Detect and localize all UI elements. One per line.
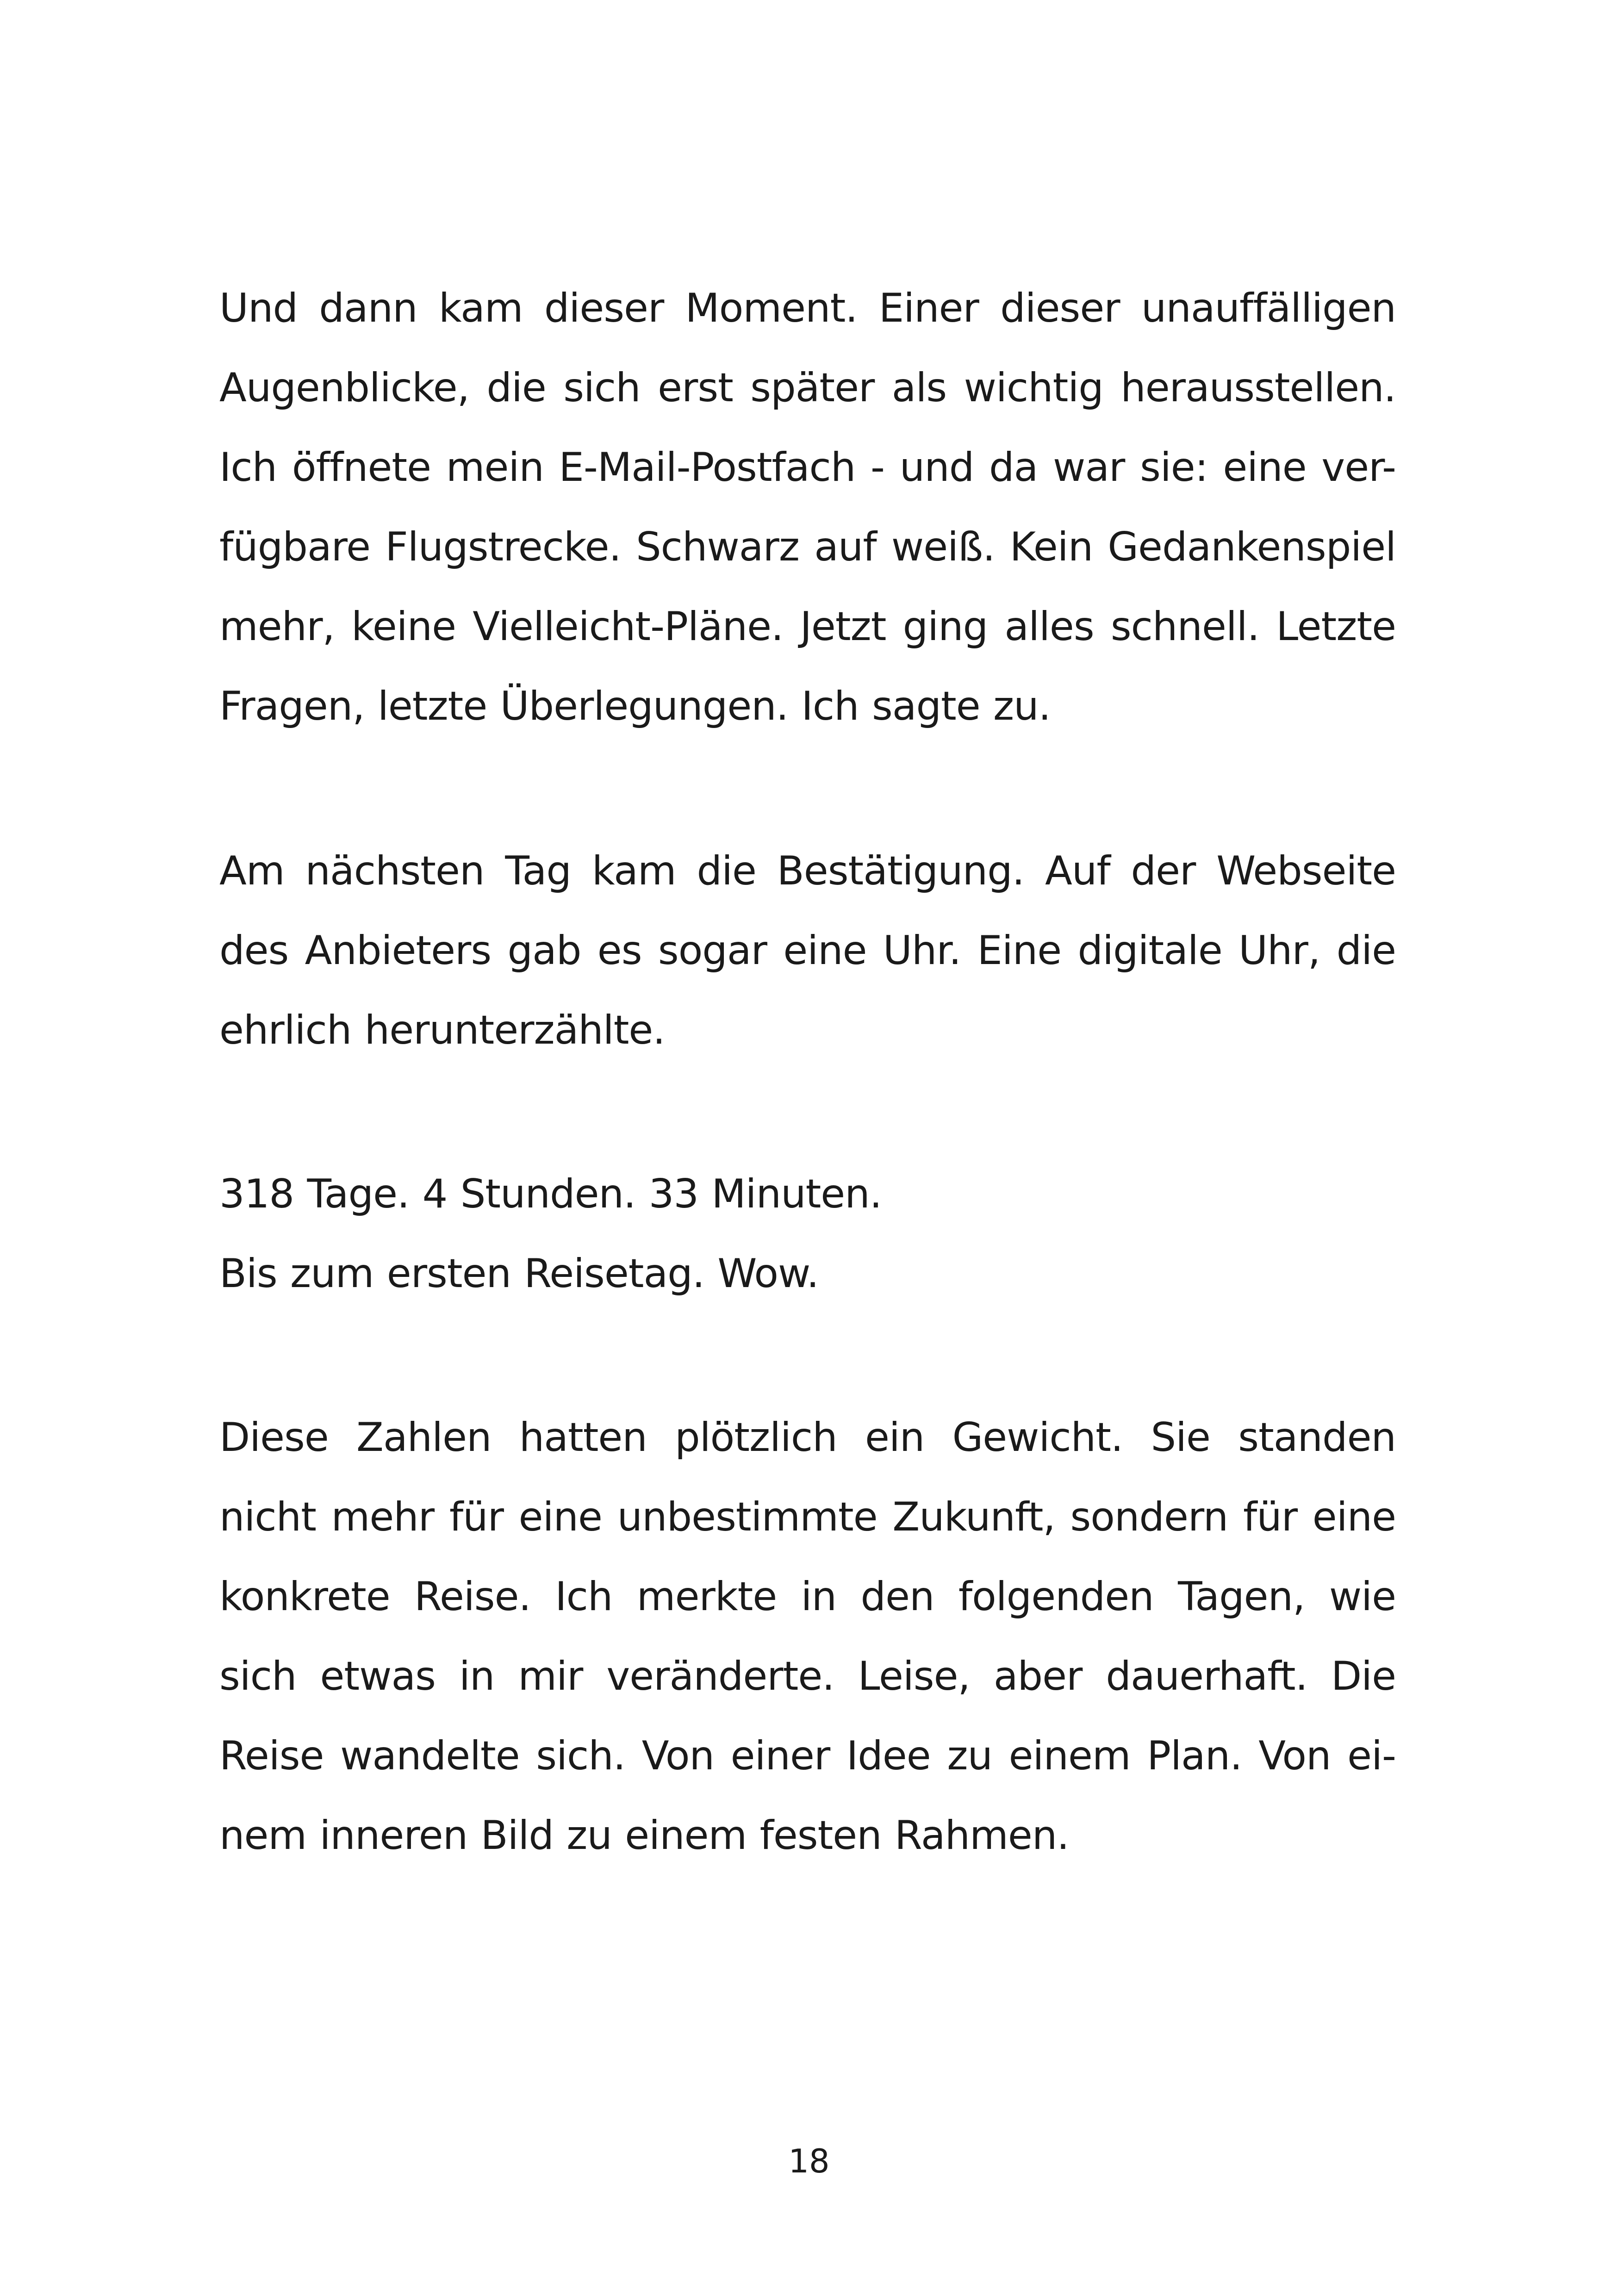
paragraph-2: [219, 831, 1396, 1070]
text-line: konkrete Reise. Ich merkte in den folgenden Tagen, wie: [219, 1574, 1396, 1620]
text-line: 318 Tage. 4 Stunden. 33 Minuten.: [219, 1171, 882, 1217]
text-line: Diese Zahlen hatten plötzlich ein Gewicht. Sie standen: [219, 1414, 1396, 1461]
paragraph-1: [219, 268, 1396, 746]
text-line: Ich öffnete mein E-Mail-Postfach - und da war sie: eine ver-: [219, 444, 1396, 491]
text-line: des Anbieters gab es sogar eine Uhr. Eine digitale Uhr, die: [219, 927, 1396, 974]
page-number: 18: [788, 2142, 830, 2180]
text-line: sich etwas in mir veränderte. Leise, aber dauerhaft. Die: [219, 1653, 1396, 1699]
paragraph-3: [219, 1154, 1396, 1313]
text-line: Bis zum ersten Reisetag. Wow.: [219, 1251, 819, 1297]
paragraph-4: [219, 1398, 1396, 1875]
text-line: ehrlich herunterzählte.: [219, 1007, 665, 1053]
text-line: Und dann kam dieser Moment. Einer dieser unauffälligen: [219, 285, 1396, 331]
text-line: Fragen, letzte Überlegungen. Ich sagte zu.: [219, 683, 1051, 729]
text-line: Augenblicke, die sich erst später als wichtig herausstellen.: [219, 365, 1396, 411]
text-line: fügbare Flugstrecke. Schwarz auf weiß. Kein Gedankenspiel: [219, 524, 1396, 570]
text-line: Reise wandelte sich. Von einer Idee zu einem Plan. Von ei-: [219, 1733, 1396, 1779]
text-line: Am nächsten Tag kam die Bestätigung. Auf der Webseite: [219, 848, 1396, 894]
text-line: mehr, keine Vielleicht-Pläne. Jetzt ging alles schnell. Letzte: [219, 604, 1396, 650]
text-line: nem inneren Bild zu einem festen Rahmen.: [219, 1812, 1069, 1859]
text-line: nicht mehr für eine unbestimmte Zukunft, sondern für eine: [219, 1494, 1396, 1540]
